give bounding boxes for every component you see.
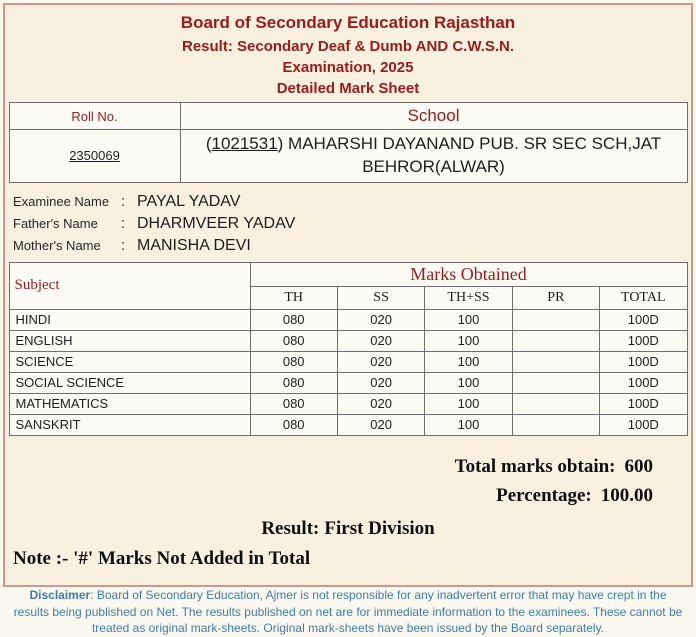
total-marks-line <box>5 456 653 478</box>
total-marks-value: 600 <box>624 455 653 477</box>
roll-number-cell <box>9 130 180 183</box>
table-row <box>9 393 687 414</box>
percentage-line <box>5 485 653 507</box>
father-name-label: Father's Name <box>13 215 98 231</box>
th-cell: 080 <box>250 309 337 330</box>
total-cell: 100D <box>600 372 687 393</box>
mother-name-value: MANISHA DEVI <box>137 236 251 254</box>
examinee-name-value: PAYAL YADAV <box>137 192 241 210</box>
th-cell: 080 <box>250 351 337 372</box>
ss-column-header: SS <box>337 286 424 309</box>
subject-cell: SCIENCE <box>9 351 250 372</box>
th-ss-column-header: TH+SS <box>425 286 512 309</box>
marksheet-label: Detailed Mark Sheet <box>276 80 420 97</box>
father-name-value: DHARMVEER YADAV <box>137 214 296 232</box>
colon-separator: : <box>121 236 126 254</box>
ss-cell: 020 <box>337 330 424 351</box>
marks-obtained-header: Marks Obtained <box>250 262 687 286</box>
pr-cell <box>512 414 599 435</box>
th-ss-cell: 100 <box>425 414 512 435</box>
th-ss-cell: 100 <box>425 351 512 372</box>
subject-cell: MATHEMATICS <box>9 393 250 414</box>
th-ss-cell: 100 <box>425 372 512 393</box>
school-name: ) MAHARSHI DAYANAND PUB. SR SEC SCH,JAT BEHROR(ALWAR) <box>277 134 662 176</box>
total-marks-label: Total marks obtain: <box>454 455 616 477</box>
table-row <box>9 309 687 330</box>
result-value: First Division <box>324 517 435 539</box>
th-cell: 080 <box>250 330 337 351</box>
pr-cell <box>512 351 599 372</box>
th-cell: 080 <box>250 414 337 435</box>
school-header: School <box>180 103 687 130</box>
roll-school-header-row <box>9 103 687 130</box>
ss-cell: 020 <box>337 309 424 330</box>
school-code: 1021531 <box>211 134 278 153</box>
percentage-value: 100.00 <box>600 484 653 506</box>
colon-separator: : <box>121 214 126 232</box>
subject-cell: HINDI <box>9 309 250 330</box>
total-cell: 100D <box>600 309 687 330</box>
father-name-row <box>13 213 691 235</box>
th-column-header: TH <box>250 286 337 309</box>
ss-cell: 020 <box>337 414 424 435</box>
pr-column-header: PR <box>512 286 599 309</box>
summary-block <box>5 456 691 507</box>
th-ss-cell: 100 <box>425 330 512 351</box>
school-name-cell <box>180 130 687 183</box>
result-subtitle: Result: Secondary Deaf & Dumb AND C.W.S.N. <box>182 38 514 55</box>
total-cell: 100D <box>600 330 687 351</box>
subject-cell: SANSKRIT <box>9 414 250 435</box>
total-cell: 100D <box>600 414 687 435</box>
roll-number: 2350069 <box>69 148 120 164</box>
th-cell: 080 <box>250 372 337 393</box>
disclaimer-text: : Board of Secondary Education, Ajmer is not responsible for any inadvertent error that may have crept in the results being published on Net. The results published on net are for immediate information to the examinees. These cannot be treated as original mark-sheets. Original mark-sheets have been issued by the Board separately. <box>13 587 683 636</box>
disclaimer <box>12 587 684 637</box>
ss-cell: 020 <box>337 393 424 414</box>
subject-cell: ENGLISH <box>9 330 250 351</box>
examination-year: Examination, 2025 <box>282 59 414 76</box>
roll-no-header: Roll No. <box>9 103 180 130</box>
roll-school-table <box>9 102 688 183</box>
ss-cell: 020 <box>337 372 424 393</box>
marks-header-row <box>9 262 687 286</box>
ss-cell: 020 <box>337 351 424 372</box>
disclaimer-label: Disclaimer <box>29 587 91 602</box>
marks-table <box>9 262 688 436</box>
pr-cell <box>512 393 599 414</box>
colon-separator: : <box>121 192 126 210</box>
th-ss-cell: 100 <box>425 309 512 330</box>
roll-school-data-row <box>9 130 687 183</box>
table-row <box>9 372 687 393</box>
examinee-name-label: Examinee Name <box>13 193 110 209</box>
total-cell: 100D <box>600 393 687 414</box>
total-column-header: TOTAL <box>600 286 687 309</box>
th-ss-cell: 100 <box>425 393 512 414</box>
subject-cell: SOCIAL SCIENCE <box>9 372 250 393</box>
pr-cell <box>512 372 599 393</box>
school-code-open-paren: ( <box>205 134 212 153</box>
examinee-info <box>13 191 691 257</box>
examinee-name-row <box>13 191 691 213</box>
table-row <box>9 351 687 372</box>
pr-cell <box>512 330 599 351</box>
table-row <box>9 330 687 351</box>
table-row <box>9 414 687 435</box>
total-cell: 100D <box>600 351 687 372</box>
result-line <box>5 518 691 540</box>
pr-cell <box>512 309 599 330</box>
th-cell: 080 <box>250 393 337 414</box>
mother-name-row <box>13 235 691 257</box>
board-title: Board of Secondary Education Rajasthan <box>180 13 516 32</box>
result-label: Result: <box>261 517 320 539</box>
mother-name-label: Mother's Name <box>13 237 101 253</box>
percentage-label: Percentage: <box>496 484 592 506</box>
note-line: Note :- '#' Marks Not Added in Total <box>13 547 311 569</box>
marksheet-page <box>3 3 693 636</box>
subject-column-header: Subject <box>9 262 250 309</box>
